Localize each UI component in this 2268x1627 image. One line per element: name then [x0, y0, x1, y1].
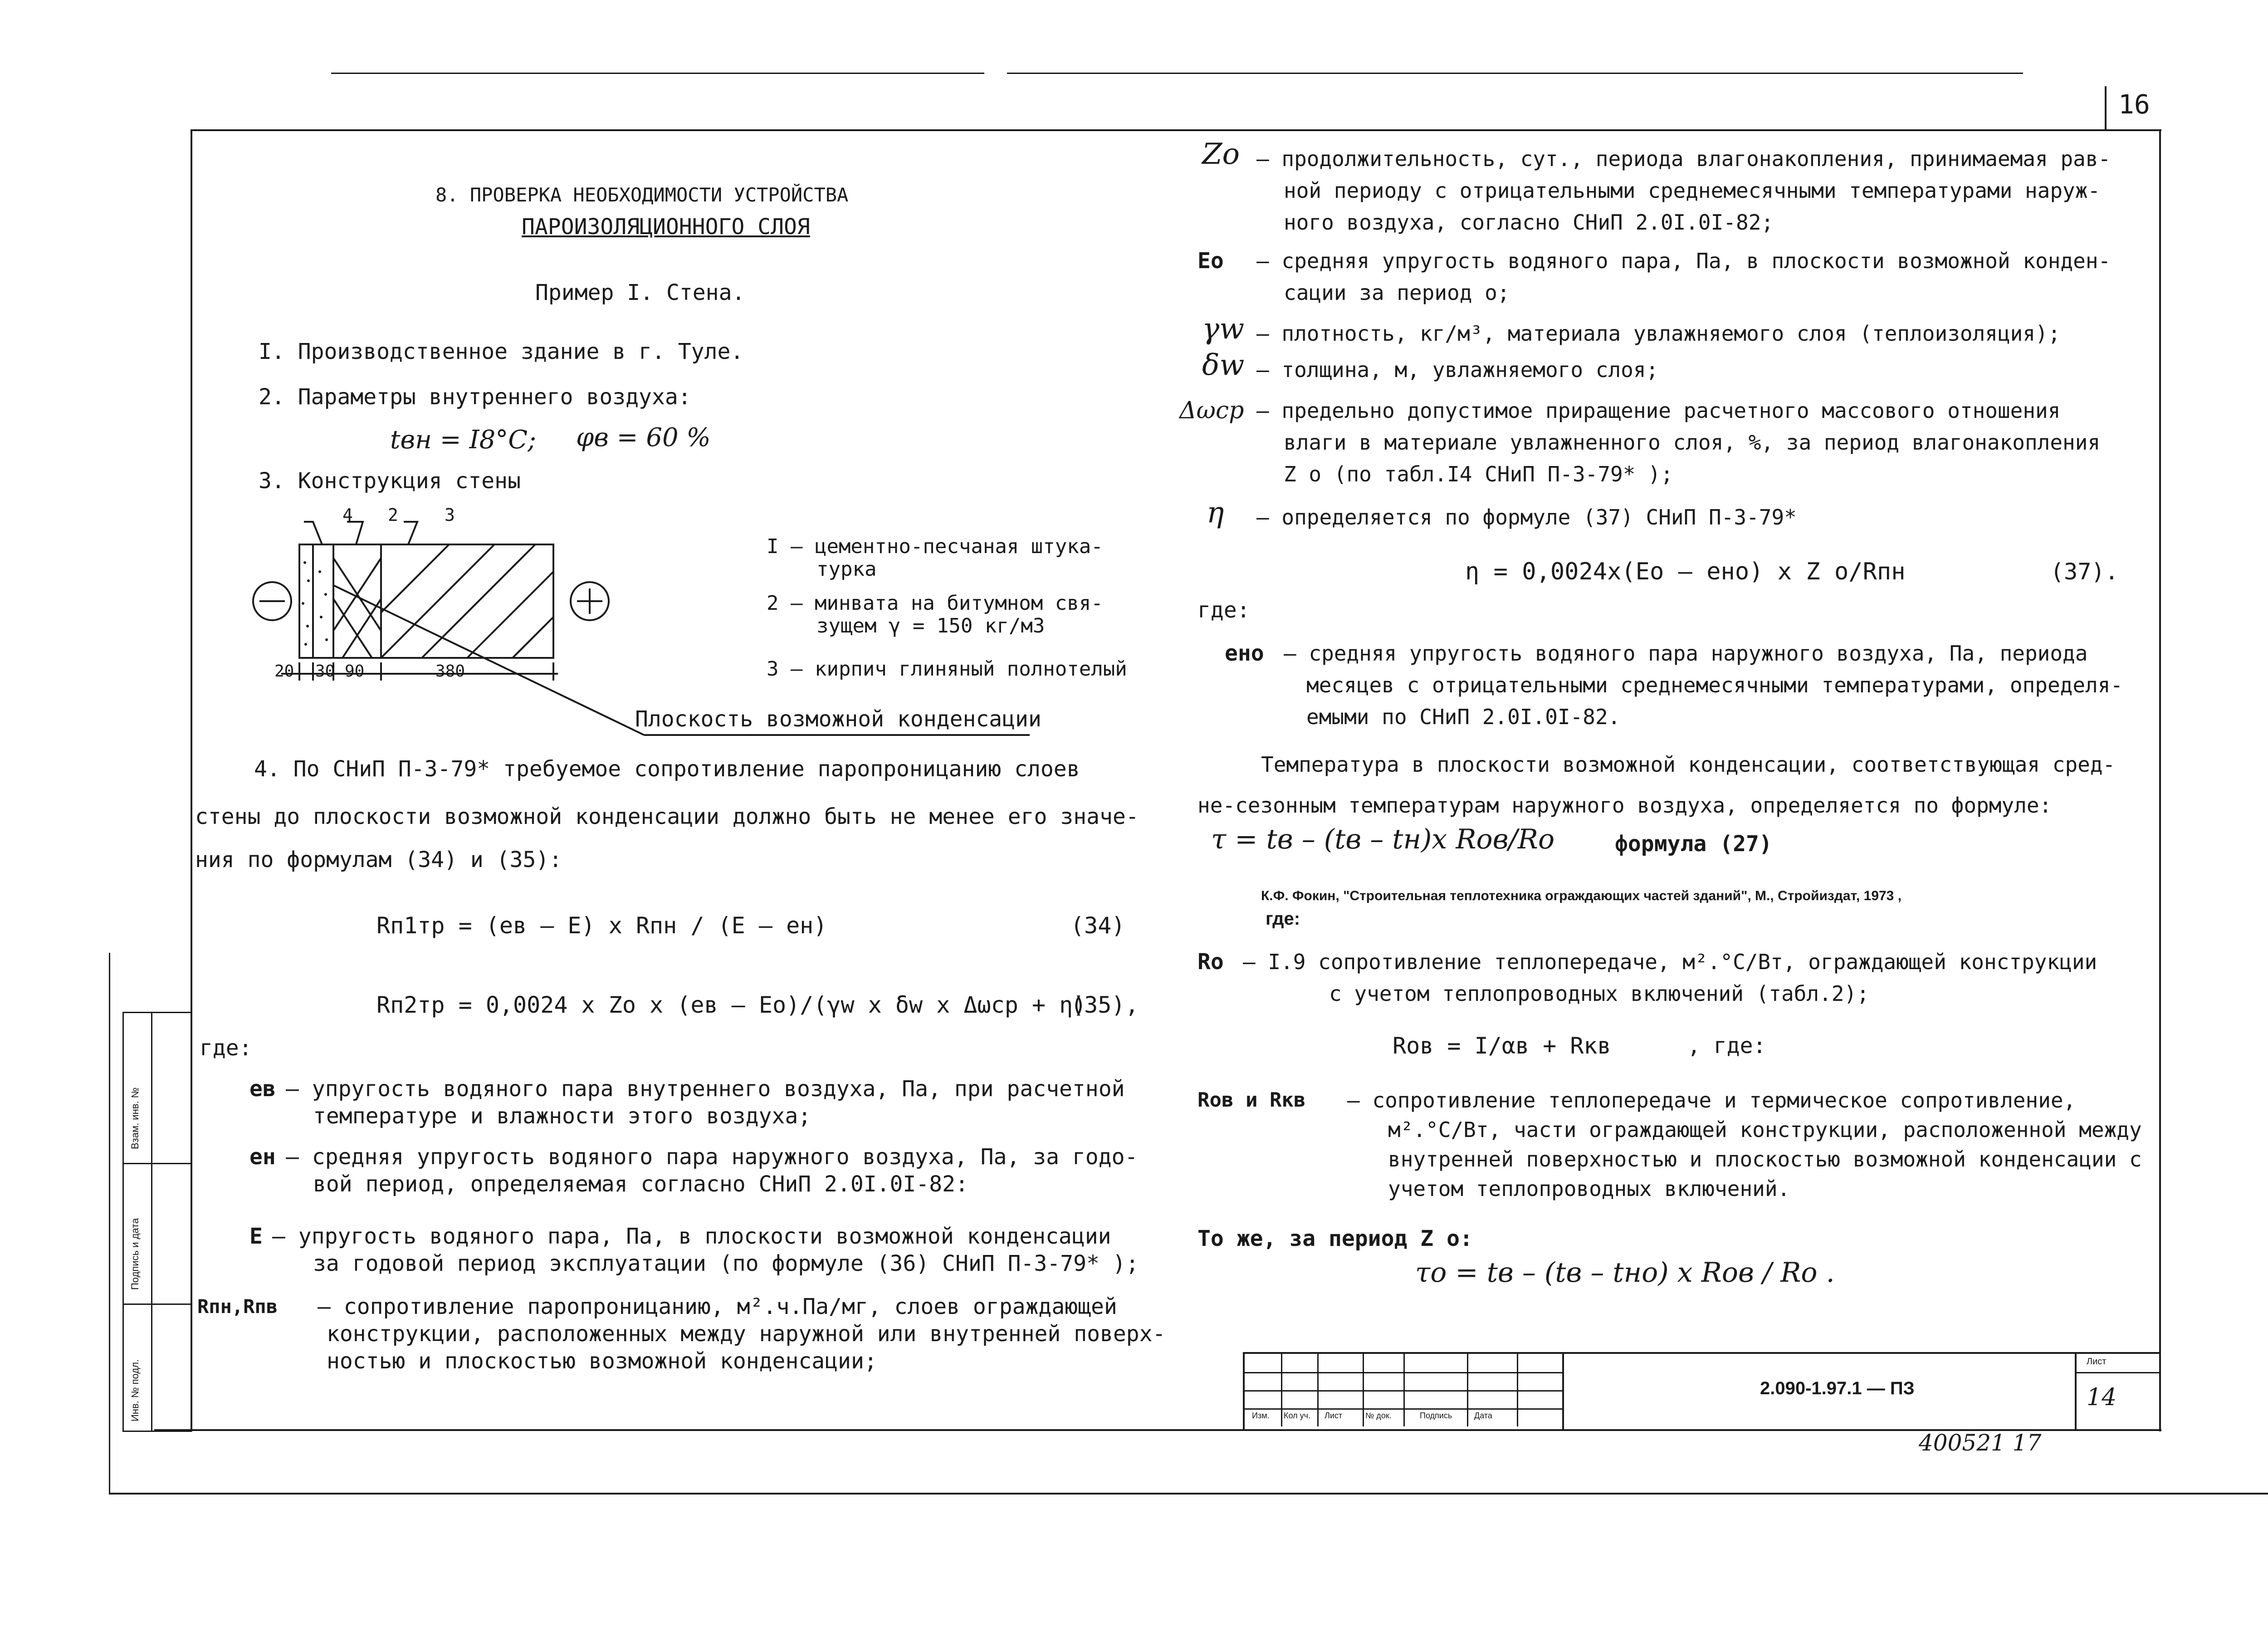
legend-1a: I – цементно-песчаная штука-: [767, 535, 1103, 558]
param-t: tвн = I8°C;: [390, 425, 536, 455]
tb-col-kol: Кол уч.: [1284, 1411, 1310, 1420]
def-eno-sym: eно: [1225, 641, 1264, 666]
rob-sym: Rов и Rкв: [1198, 1088, 1306, 1112]
def-zo-line3: ного воздуха, согласно СНиП 2.0I.0I-82;: [1284, 210, 1774, 235]
tb-col-sign: Подпись: [1420, 1411, 1452, 1420]
doc-code: 2.090-1.97.1 — ПЗ: [1760, 1378, 1915, 1398]
page-number: 16: [2118, 89, 2150, 120]
tb-col-doc: № док.: [1365, 1411, 1392, 1420]
para4-line3: ния по формулам (34) и (35):: [195, 847, 562, 872]
def-dw-line1: – толщина, м, увлажняемого слоя;: [1256, 358, 1659, 382]
def-eo-sym: Eо: [1198, 248, 1224, 274]
rob-line2: м².°С/Вт, части ограждающей конструкции, расположенной между: [1388, 1117, 2142, 1142]
rob-line1: – сопротивление теплопередаче и термическое сопротивление,: [1347, 1088, 2076, 1112]
rob-formula: Rов = I/αв + Rкв: [1393, 1033, 1611, 1059]
rob-where: , где:: [1687, 1033, 1766, 1059]
def-ev-sym: eв: [249, 1076, 276, 1102]
formula-27: τ = tв – (tв – tн)x Rов/Rо: [1211, 823, 1555, 855]
def-r-line3: ностью и плоскостью возможной конденсации;: [327, 1348, 877, 1374]
side-label-3: Инв. № подл.: [129, 1359, 141, 1421]
param-phi: φв = 60 %: [576, 423, 711, 452]
temp-line1: Температура в плоскости возможной конденсации, соответствующая сред-: [1261, 752, 2116, 777]
top-rule-right: [1007, 73, 2023, 74]
def-r-line2: конструкции, расположенных между наружной или внутренней поверх-: [327, 1321, 1166, 1347]
legend-2a: 2 – минвата на битумном свя-: [767, 592, 1103, 615]
where-right-2: где:: [1266, 909, 1300, 929]
def-dw-sym: δw: [1202, 348, 1245, 382]
item-1: I. Производственное здание в г. Туле.: [259, 339, 744, 364]
sheet-number: 14: [2087, 1384, 2117, 1411]
section-heading: 8. ПРОВЕРКА НЕОБХОДИМОСТИ УСТРОЙСТВА: [435, 184, 849, 206]
layer-num-3: 3: [445, 505, 455, 525]
tb-col-date: Дата: [1474, 1411, 1492, 1420]
tb-col-izm: Изм.: [1252, 1411, 1270, 1420]
def-en-sym: eн: [249, 1144, 276, 1170]
legend-1b: турка: [816, 558, 877, 581]
def-eno-line3: емыми по СНиП 2.0I.0I-82.: [1306, 705, 1621, 729]
dim-380: 380: [435, 662, 465, 681]
where-right: где:: [1198, 598, 1250, 623]
formula-35: Rп2тр = 0,0024 x Zо x (eв – Eо)/(γw x δw x Δωср + η): [376, 992, 1087, 1018]
dim-30: 30: [315, 662, 335, 681]
def-gw-line1: – плотность, кг/м³, материала увлажняемого слоя (теплоизоляция);: [1256, 321, 2061, 346]
top-rule-left: [331, 73, 984, 74]
frame-top: [191, 129, 2161, 131]
def-zo-line1: – продолжительность, сут., периода влагонакопления, принимаемая рав-: [1256, 147, 2111, 171]
def-gw-sym: γw: [1202, 312, 1245, 346]
rob-line4: учетом теплопроводных включений.: [1388, 1176, 1790, 1201]
def-e-line1: – упругость водяного пара, Па, в плоскости возможной конденсации: [272, 1224, 1111, 1249]
rob-line3: внутренней поверхностью и плоскостью возможной конденсации с: [1388, 1147, 2142, 1171]
formula-37-number: (37).: [2050, 559, 2119, 585]
where-left: где:: [200, 1035, 252, 1061]
def-eta-sym: η: [1207, 496, 1224, 529]
def-eno-line2: месяцев с отрицательными среднемесячными температурами, определя-: [1306, 673, 2123, 697]
ro-line1: – I.9 сопротивление теплопередаче, м².°С/Вт, ограждающей конструкции: [1243, 950, 2097, 974]
stamp-number: 400521 17: [1919, 1430, 2042, 1456]
def-eo-line1: – средняя упругость водяного пара, Па, в плоскости возможной конден-: [1256, 249, 2111, 273]
def-eo-line2: сации за период о;: [1284, 280, 1510, 305]
def-eno-line1: – средняя упругость водяного пара наружного воздуха, Па, периода: [1284, 641, 2088, 666]
def-dwcp-line2: влаги в материале увлажненного слоя, %, за период влагонакопления: [1284, 430, 2101, 455]
frame-right: [2159, 129, 2161, 1431]
reference: К.Ф. Фокин, "Строительная теплотехника ограждающих частей зданий", М., Стройиздат, 1973 ,: [1261, 888, 1902, 903]
legend-3: 3 – кирпич глиняный полнотелый: [767, 657, 1127, 681]
section-subheading: ПАРОИЗОЛЯЦИОННОГО СЛОЯ: [522, 214, 810, 240]
example-title: Пример I. Стена.: [535, 280, 745, 305]
def-eta-line1: – определяется по формуле (37) СНиП П-3-79*: [1256, 505, 1797, 529]
tb-col-list: Лист: [1325, 1411, 1343, 1420]
def-dwcp-line3: Z о (по табл.I4 СНиП П-3-79* );: [1284, 462, 1673, 486]
condensation-plane-label: Плоскость возможной конденсации: [635, 706, 1041, 732]
dim-90: 90: [345, 662, 365, 681]
def-dwcp-sym: Δωср: [1179, 397, 1244, 424]
temp-line2: не-сезонным температурам наружного воздуха, определяется по формуле:: [1198, 793, 2052, 818]
ro-line2: с учетом теплопроводных включений (табл.2);: [1329, 981, 1869, 1006]
formula-37: η = 0,0024x(Eо – eно) x Z о/Rпн: [1465, 558, 1906, 585]
legend-2b: зущем γ = 150 кг/м3: [816, 614, 1045, 637]
same-period: То же, за период Z о:: [1198, 1226, 1473, 1251]
sheet-label: Лист: [2087, 1357, 2107, 1367]
outer-rule-left: [109, 1493, 2268, 1495]
item-2: 2. Параметры внутреннего воздуха:: [259, 384, 691, 410]
def-zo-sym: Zo: [1202, 137, 1240, 171]
formula-34-number: (34): [1070, 912, 1125, 939]
layer-num-4: 4: [342, 505, 353, 525]
dim-20: 20: [274, 662, 294, 681]
side-label-2: Подпись и дата: [129, 1218, 141, 1290]
outer-rule-vertical: [109, 953, 110, 1493]
layer-num-2: 2: [388, 505, 398, 525]
formula-27-label: формула (27): [1615, 831, 1772, 857]
def-en-line2: вой период, определяемая согласно СНиП 2.0I.0I-82:: [313, 1171, 968, 1197]
side-stamp: [122, 1012, 192, 1432]
para4-line1: 4. По СНиП П-3-79* требуемое сопротивление паропроницанию слоев: [254, 756, 1080, 782]
ro-sym: Rо: [1198, 949, 1224, 975]
def-dwcp-line1: – предельно допустимое приращение расчетного массового отношения: [1256, 398, 2061, 423]
para4-line2: стены до плоскости возможной конденсации должно быть не менее его значе-: [195, 804, 1139, 829]
def-e-sym: E: [249, 1224, 263, 1249]
def-zo-line2: ной периоду с отрицательными среднемесячными температурами наруж-: [1284, 178, 2101, 203]
formula-final: τо = tв – (tв – tно) x Rов / Rо .: [1415, 1257, 1835, 1289]
def-r-sym: Rпн,Rпв: [197, 1295, 278, 1318]
def-e-line2: за годовой период эксплуатации (по формуле (36) СНиП П-3-79* );: [313, 1251, 1139, 1276]
side-label-1: Взам. инв. №: [129, 1087, 141, 1149]
formula-35-number: (35),: [1070, 992, 1139, 1018]
item-3: 3. Конструкция стены: [259, 468, 521, 494]
formula-34: Rп1тр = (eв – E) x Rпн / (E – eн): [376, 912, 827, 939]
def-en-line1: – средняя упругость водяного пара наружного воздуха, Па, за годо-: [286, 1144, 1138, 1170]
def-r-line1: – сопротивление паропроницанию, м².ч.Па/мг, слоев ограждающей: [318, 1294, 1117, 1319]
def-ev-line1: – упругость водяного пара внутреннего воздуха, Па, при расчетной: [286, 1076, 1125, 1102]
def-ev-line2: температуре и влажности этого воздуха;: [313, 1103, 811, 1129]
